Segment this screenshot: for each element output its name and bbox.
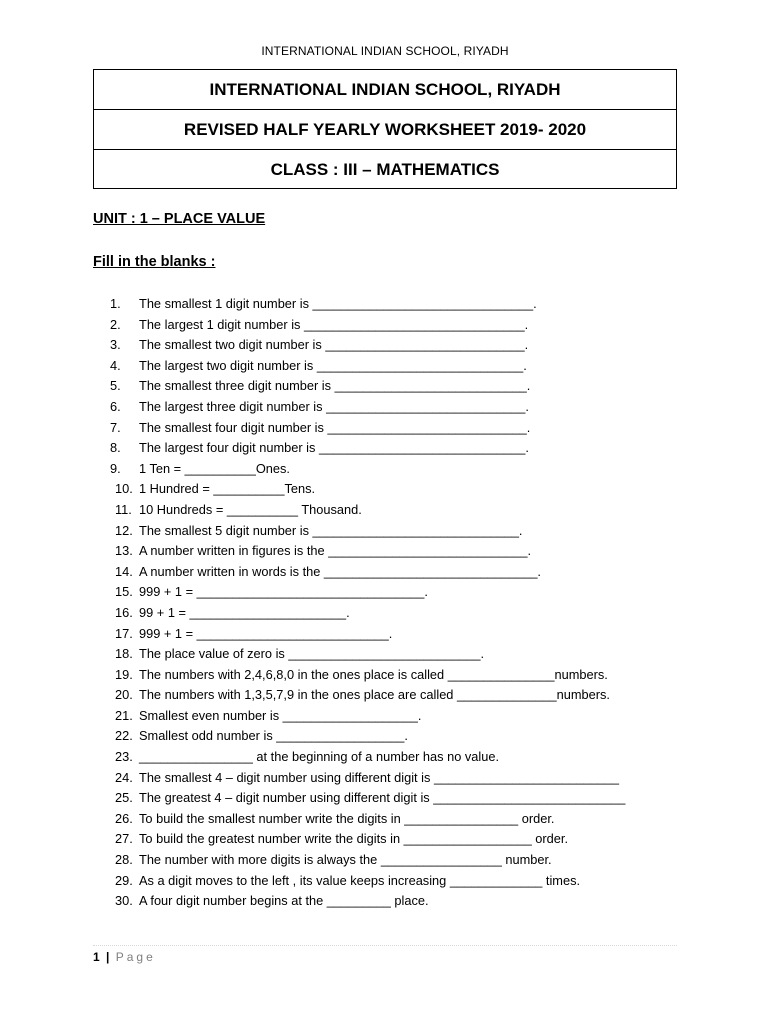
section-heading: Fill in the blanks : [93,254,216,270]
question-number: 13. [115,543,133,559]
question-text: 10 Hundreds = __________ Thousand. [139,501,362,517]
question-number: 19. [115,666,133,682]
question-number: 7. [110,419,121,435]
question-item [93,871,693,892]
question-number: 12. [115,522,133,538]
worksheet-title: REVISED HALF YEARLY WORKSHEET 2019- 2020 [94,110,676,150]
question-text: To build the smallest number write the digits in ________________ order. [139,810,555,826]
question-text: The largest four digit number is _____________________________. [139,440,529,456]
question-item [93,459,693,480]
question-item [93,376,693,397]
question-item [93,356,693,377]
question-number: 25. [115,790,133,806]
question-item [93,315,693,336]
question-number: 16. [115,604,133,620]
question-item [93,747,693,768]
question-text: The greatest 4 – digit number using different digit is ___________________________ [139,790,626,806]
question-text: The place value of zero is ___________________________. [139,646,485,662]
footer-separator: | [106,950,110,964]
question-item [93,726,693,747]
question-text: A four digit number begins at the _________ place. [139,893,429,909]
question-item [93,603,693,624]
question-item [93,850,693,871]
question-item [93,335,693,356]
class-title: CLASS : III – MATHEMATICS [270,160,500,179]
question-number: 17. [115,625,133,641]
question-item [93,294,693,315]
question-item [93,665,693,686]
question-item [93,829,693,850]
question-text: 99 + 1 = ______________________. [139,604,350,620]
question-text: Smallest odd number is __________________. [139,728,408,744]
page-label: Page [115,950,156,964]
page-footer [93,950,156,964]
question-number: 1. [110,296,121,311]
question-text: The number with more digits is always the _________________ number. [139,852,552,868]
question-item [93,521,693,542]
question-text: Smallest even number is ___________________. [139,707,422,723]
question-text: ________________ at the beginning of a number has no value. [139,749,500,765]
question-text: The largest two digit number is _____________________________. [139,357,527,373]
question-number: 3. [110,337,121,353]
question-number: 20. [115,687,133,703]
question-text: A number written in figures is the ____________________________. [139,543,532,559]
question-number: 6. [110,398,121,414]
question-item [93,500,693,521]
question-item [93,438,693,459]
question-item [93,685,693,706]
question-number: 24. [115,769,133,785]
question-text: The smallest four digit number is ____________________________. [139,419,531,435]
question-item [93,418,693,439]
question-number: 5. [110,378,121,394]
question-item [93,644,693,665]
question-number: 2. [110,316,121,332]
question-text: 999 + 1 = ___________________________. [139,625,393,641]
question-text: The smallest two digit number is ____________________________. [139,337,529,353]
question-item [93,562,693,583]
question-text: The smallest 1 digit number is _______________________________. [139,296,537,311]
question-item [93,706,693,727]
question-item [93,582,693,603]
question-item [93,541,693,562]
question-text: 1 Ten = __________Ones. [139,460,290,476]
question-number: 4. [110,357,121,373]
footer-divider [93,945,677,946]
question-number: 9. [110,460,121,476]
question-text: The numbers with 1,3,5,7,9 in the ones place are called ______________numbers. [139,687,610,703]
question-number: 22. [115,728,133,744]
question-item [93,479,693,500]
question-text: 1 Hundred = __________Tens. [139,481,316,497]
question-list [93,294,693,912]
school-title: INTERNATIONAL INDIAN SCHOOL, RIYADH [94,70,676,110]
question-text: The smallest 4 – digit number using different digit is __________________________ [139,769,619,785]
question-number: 11. [115,501,132,517]
question-number: 8. [110,440,121,456]
question-number: 30. [115,893,133,909]
title-box [93,69,677,189]
question-item [93,768,693,789]
question-item [93,809,693,830]
question-text: The numbers with 2,4,6,8,0 in the ones place is called _______________numbers. [139,666,608,682]
question-number: 15. [115,584,133,600]
question-number: 18. [115,646,133,662]
question-number: 23. [115,749,133,765]
question-number: 28. [115,852,133,868]
question-item [93,891,693,912]
question-number: 21. [115,707,133,723]
question-text: 999 + 1 = ________________________________. [139,584,428,600]
question-text: The smallest 5 digit number is _____________________________. [139,522,523,538]
question-text: To build the greatest number write the digits in __________________ order. [139,831,568,847]
question-text: A number written in words is the ______________________________. [139,563,541,579]
question-text: The largest three digit number is ____________________________. [139,398,529,414]
question-text: The largest 1 digit number is _______________________________. [139,316,529,332]
question-text: The smallest three digit number is ___________________________. [139,378,531,394]
question-item [93,788,693,809]
question-number: 27. [115,831,133,847]
question-number: 29. [115,872,133,888]
question-text: As a digit moves to the left , its value keeps increasing _____________ times. [139,872,581,888]
question-number: 26. [115,810,133,826]
running-header: INTERNATIONAL INDIAN SCHOOL, RIYADH [261,44,509,58]
unit-heading: UNIT : 1 – PLACE VALUE [93,211,266,227]
question-item [93,397,693,418]
question-number: 10. [115,481,133,497]
question-item [93,624,693,645]
page-number: 1 [93,950,100,964]
question-number: 14. [115,563,133,579]
